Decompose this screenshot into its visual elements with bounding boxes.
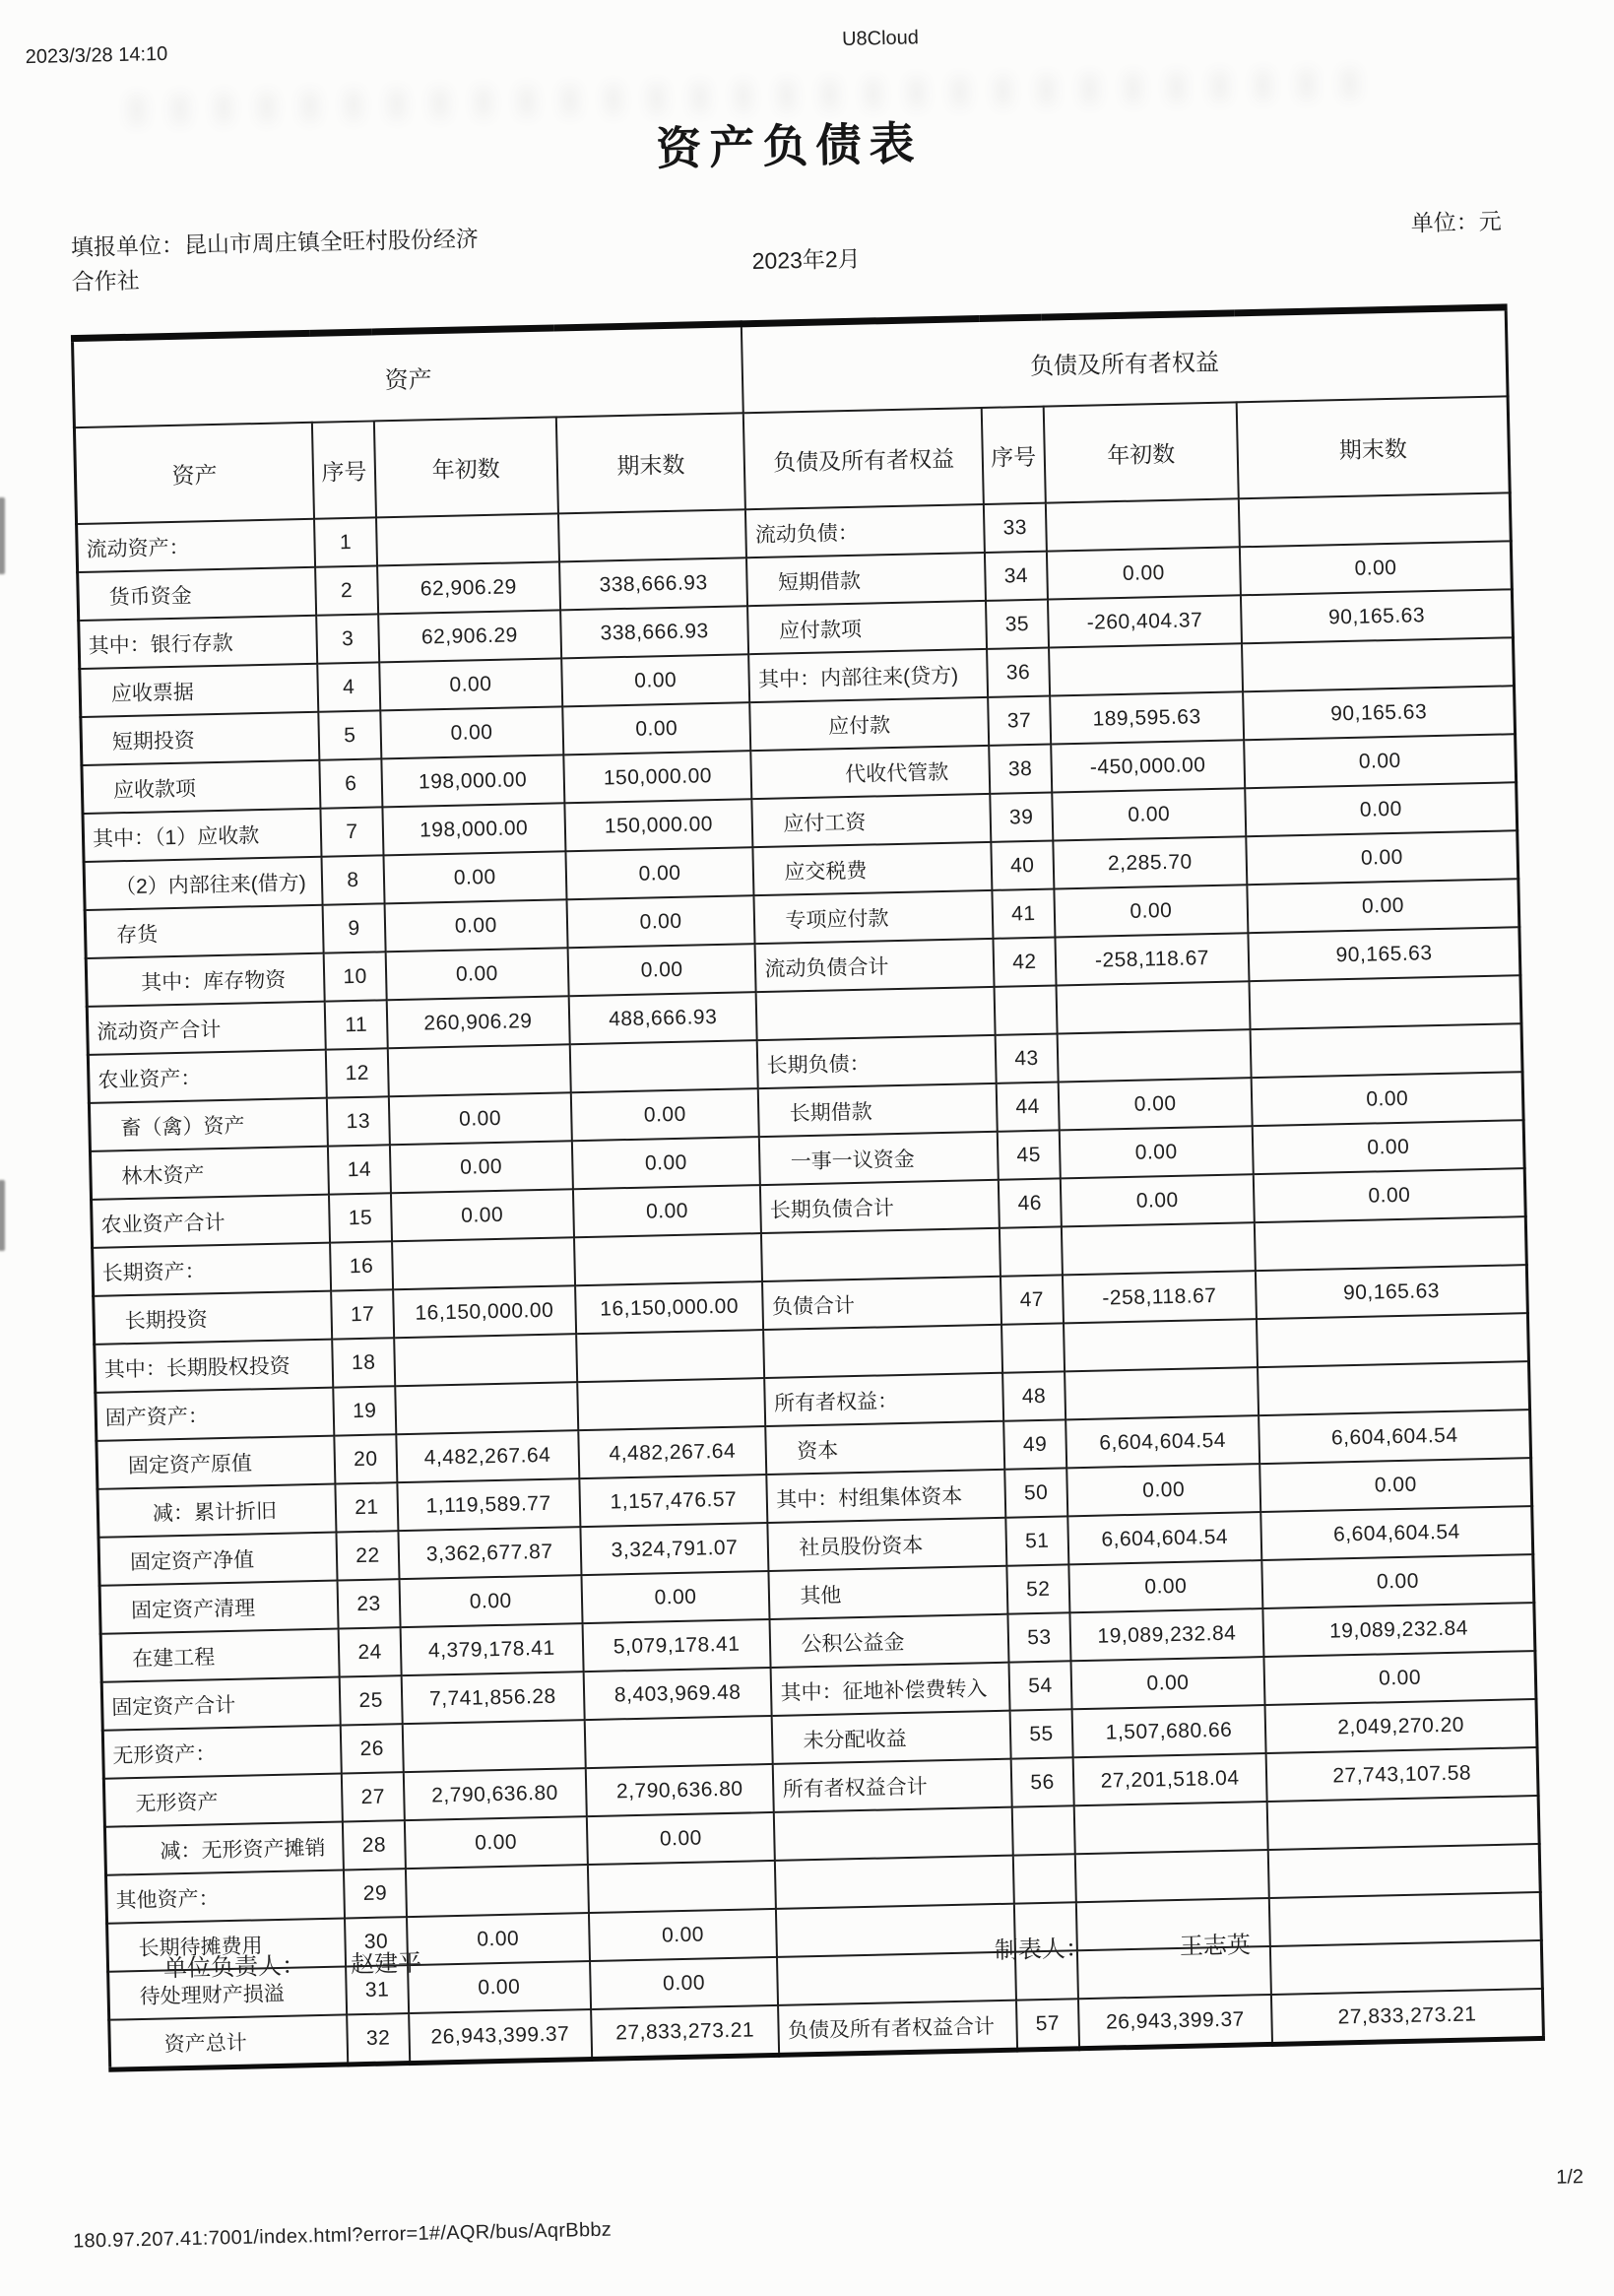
liability-end-value: 0.00 <box>1244 734 1516 788</box>
liability-end-value <box>1268 1844 1540 1898</box>
liability-label: 所有者权益合计 <box>773 1759 1012 1812</box>
liability-line-no <box>1012 1805 1075 1855</box>
asset-line-no: 17 <box>331 1289 394 1339</box>
asset-begin-value: 198,000.00 <box>382 803 565 855</box>
liability-line-no: 42 <box>994 938 1057 987</box>
liability-begin-value: 0.00 <box>1054 885 1249 937</box>
liability-begin-value <box>1056 981 1251 1033</box>
liability-line-no <box>1013 1854 1076 1903</box>
liability-line-no: 40 <box>991 841 1054 890</box>
responsible-name: 赵建平 <box>350 1949 422 1979</box>
asset-end-value: 16,150,000.00 <box>575 1281 764 1334</box>
liability-begin-value <box>1065 1367 1259 1419</box>
liability-line-no: 39 <box>990 793 1053 842</box>
asset-line-no: 11 <box>325 1000 388 1049</box>
liability-line-no: 51 <box>1005 1516 1068 1565</box>
liability-label: 资本 <box>766 1421 1005 1475</box>
asset-end-value: 150,000.00 <box>563 751 752 803</box>
report-unit <box>71 222 485 298</box>
asset-line-no: 14 <box>328 1145 391 1194</box>
col-header-liability: 负债及所有者权益 <box>743 408 984 509</box>
liability-line-no: 35 <box>986 600 1049 649</box>
liability-end-value: 2,049,270.20 <box>1265 1699 1537 1753</box>
asset-label: 固定资产原值 <box>97 1436 336 1489</box>
asset-end-value: 0.00 <box>566 895 755 948</box>
liability-line-no: 33 <box>984 503 1047 553</box>
balance-sheet-table <box>71 303 1545 2071</box>
asset-line-no: 29 <box>344 1869 407 1918</box>
liability-begin-value: -258,118.67 <box>1063 1271 1258 1323</box>
liability-begin-value: 0.00 <box>1047 547 1242 599</box>
liability-label: 专项应付款 <box>754 890 994 944</box>
liability-end-value: 90,165.63 <box>1241 589 1513 643</box>
liability-label: 长期负债合计 <box>760 1180 1000 1233</box>
responsible-person <box>163 1943 422 1984</box>
asset-label: 在建工程 <box>100 1629 340 1682</box>
liability-label: 其中：内部往来(贷方) <box>749 649 989 702</box>
asset-begin-value: 260,906.29 <box>386 996 569 1048</box>
asset-begin-value: 2,790,636.80 <box>404 1768 587 1820</box>
asset-begin-value: 1,119,589.77 <box>397 1478 580 1531</box>
asset-begin-value: 4,482,267.64 <box>396 1430 579 1482</box>
liability-label: 短期借款 <box>746 553 986 606</box>
asset-end-value: 3,324,791.07 <box>580 1523 769 1575</box>
asset-begin-value <box>406 1865 589 1917</box>
asset-begin-value: 7,741,856.28 <box>401 1672 584 1724</box>
report-unit-value: 昆山市周庄镇全旺村股份经济合作社 <box>71 226 480 295</box>
asset-label: 资产总计 <box>109 2014 349 2069</box>
asset-line-no: 1 <box>314 517 377 566</box>
asset-end-value: 0.00 <box>587 1812 776 1865</box>
asset-end-value: 5,079,178.41 <box>582 1619 771 1672</box>
asset-line-no: 32 <box>347 2013 410 2065</box>
liability-end-value <box>1242 637 1514 691</box>
asset-begin-value: 3,362,677.87 <box>398 1527 581 1579</box>
asset-label: 固定资产清理 <box>99 1581 339 1634</box>
liabilities-group-header: 负债及所有者权益 <box>742 307 1508 413</box>
liability-end-value: 0.00 <box>1248 879 1519 933</box>
liability-label: 代收代管款 <box>751 746 991 799</box>
liability-end-value: 0.00 <box>1245 782 1517 836</box>
asset-begin-value <box>376 513 559 565</box>
liability-end-value: 0.00 <box>1262 1554 1534 1608</box>
asset-end-value: 2,790,636.80 <box>585 1764 774 1816</box>
asset-end-value <box>576 1330 765 1382</box>
liability-end-value: 90,165.63 <box>1243 686 1515 740</box>
asset-end-value: 0.00 <box>567 944 756 996</box>
asset-label: （2）内部往来(借方) <box>84 857 323 910</box>
asset-end-value: 0.00 <box>561 654 750 706</box>
asset-end-value: 0.00 <box>590 1957 779 2009</box>
liability-line-no: 49 <box>1003 1419 1066 1469</box>
liability-begin-value: 27,201,518.04 <box>1072 1753 1267 1805</box>
app-name: U8Cloud <box>841 27 920 50</box>
liability-label: 所有者权益： <box>765 1373 1004 1426</box>
asset-label: 其他资产： <box>106 1870 346 1923</box>
asset-begin-value: 4,379,178.41 <box>400 1623 583 1675</box>
liability-label: 长期负债： <box>757 1035 997 1088</box>
liability-label: 一事一议资金 <box>759 1132 999 1185</box>
asset-label: 应收票据 <box>80 664 319 717</box>
liability-line-no: 50 <box>1004 1468 1067 1517</box>
col-header-asset-begin: 年初数 <box>374 417 558 517</box>
asset-line-no: 24 <box>339 1627 402 1676</box>
liability-line-no: 57 <box>1016 1999 1079 2050</box>
asset-line-no: 23 <box>338 1579 401 1628</box>
preparer-person <box>995 1925 1252 1965</box>
asset-label: 长期待摊费用 <box>107 1918 347 1971</box>
asset-line-no: 30 <box>345 1917 408 1966</box>
asset-line-no: 10 <box>324 951 387 1001</box>
asset-begin-value: 0.00 <box>379 658 562 710</box>
unit-label: 单位：元 <box>1410 208 1502 236</box>
liability-begin-value: -260,404.37 <box>1048 595 1243 647</box>
liability-end-value: 6,604,604.54 <box>1260 1506 1532 1560</box>
preparer-name: 王志英 <box>1179 1932 1252 1960</box>
asset-label: 农业资产： <box>88 1050 327 1103</box>
asset-label: 减：无形资产摊销 <box>104 1821 344 1874</box>
assets-group-header: 资产 <box>72 324 743 427</box>
liability-label: 应付工资 <box>752 794 992 847</box>
liability-label: 负债合计 <box>762 1277 1001 1330</box>
asset-line-no: 21 <box>336 1482 399 1532</box>
liability-begin-value: 0.00 <box>1061 1174 1256 1226</box>
liability-begin-value <box>1064 1319 1259 1371</box>
liability-label <box>774 1807 1013 1861</box>
liability-end-value: 0.00 <box>1247 830 1518 885</box>
liability-begin-value: 6,604,604.54 <box>1065 1415 1260 1468</box>
asset-line-no: 8 <box>322 855 385 904</box>
liability-line-no: 55 <box>1010 1709 1073 1758</box>
balance-table-body <box>77 492 1544 2069</box>
asset-begin-value: 198,000.00 <box>381 754 564 807</box>
asset-begin-value: 0.00 <box>384 899 567 951</box>
liability-begin-value: 6,604,604.54 <box>1067 1512 1262 1564</box>
asset-line-no: 22 <box>337 1531 400 1580</box>
liability-end-value: 27,833,273.21 <box>1271 1989 1543 2044</box>
liability-label: 未分配收益 <box>772 1711 1011 1764</box>
asset-line-no: 25 <box>340 1675 403 1725</box>
liability-end-value <box>1251 1023 1522 1078</box>
asset-line-no: 5 <box>318 710 381 759</box>
asset-line-no: 15 <box>329 1193 392 1242</box>
asset-line-no: 3 <box>316 614 379 663</box>
asset-line-no: 31 <box>346 1965 409 2014</box>
liability-begin-value: 19,089,232.84 <box>1069 1608 1264 1661</box>
asset-line-no: 19 <box>333 1386 396 1435</box>
asset-label: 应收款项 <box>82 760 321 814</box>
liability-line-no: 45 <box>998 1130 1061 1179</box>
asset-begin-value <box>403 1720 586 1772</box>
asset-line-no: 20 <box>335 1434 398 1483</box>
asset-line-no: 26 <box>341 1724 404 1773</box>
asset-begin-value <box>395 1382 578 1434</box>
liability-end-value: 0.00 <box>1254 1168 1525 1222</box>
asset-begin-value: 26,943,399.37 <box>409 2009 592 2064</box>
liability-end-value: 6,604,604.54 <box>1259 1410 1530 1464</box>
asset-begin-value: 0.00 <box>399 1575 582 1627</box>
liability-label <box>761 1228 1001 1281</box>
asset-line-no: 16 <box>330 1241 393 1290</box>
liability-line-no: 36 <box>987 648 1050 697</box>
col-header-asset-end: 期末数 <box>556 413 746 513</box>
asset-line-no: 27 <box>342 1772 405 1821</box>
asset-line-no: 12 <box>326 1048 389 1097</box>
asset-line-no: 2 <box>315 565 378 615</box>
report-meta <box>71 199 1503 298</box>
col-header-liability-no: 序号 <box>982 407 1046 504</box>
asset-end-value <box>574 1233 763 1285</box>
liability-begin-value: 0.00 <box>1059 1126 1254 1178</box>
asset-label: 林木资产 <box>90 1147 329 1200</box>
report-period: 2023年2月 <box>751 245 861 275</box>
asset-label: 货币资金 <box>78 567 317 621</box>
responsible-label: 单位负责人： <box>162 1952 306 1983</box>
liability-line-no: 38 <box>989 745 1052 794</box>
liability-begin-value: 26,943,399.37 <box>1078 1995 1273 2049</box>
asset-label: 流动资产： <box>77 519 316 572</box>
page-indicator: 1/2 <box>1555 2166 1584 2189</box>
asset-label: 待处理财产损溢 <box>108 1966 348 2019</box>
liability-line-no: 44 <box>997 1082 1060 1131</box>
print-timestamp: 2023/3/28 14:10 <box>25 42 168 69</box>
liability-line-no: 53 <box>1008 1612 1071 1662</box>
asset-begin-value: 0.00 <box>391 1189 574 1241</box>
liability-begin-value: 0.00 <box>1070 1657 1265 1709</box>
liability-end-value: 0.00 <box>1253 1120 1524 1174</box>
liability-label: 流动负债： <box>745 504 985 558</box>
liability-line-no: 34 <box>985 552 1048 601</box>
asset-end-value: 0.00 <box>573 1185 762 1237</box>
liability-end-value <box>1239 492 1511 547</box>
print-url: 180.97.207.41:7001/index.html?error=1#/AQR/bus/AqrBbbz <box>72 2218 613 2253</box>
asset-begin-value: 0.00 <box>405 1816 588 1869</box>
asset-label: 其中：银行存款 <box>79 616 318 669</box>
liability-end-value: 90,165.63 <box>1249 927 1520 981</box>
liability-label: 流动负债合计 <box>755 939 995 992</box>
liability-begin-value <box>1046 498 1241 551</box>
asset-begin-value <box>392 1237 575 1289</box>
asset-begin-value: 16,150,000.00 <box>393 1285 576 1338</box>
asset-end-value: 4,482,267.64 <box>578 1426 767 1478</box>
liability-end-value: 0.00 <box>1240 541 1512 595</box>
asset-end-value: 1,157,476.57 <box>579 1475 768 1527</box>
asset-label: 其中：长期股权投资 <box>95 1340 334 1393</box>
liability-end-value: 0.00 <box>1264 1651 1536 1705</box>
liability-end-value <box>1267 1796 1539 1850</box>
liability-end-value <box>1250 975 1521 1029</box>
asset-end-value: 8,403,969.48 <box>583 1668 772 1720</box>
liability-end-value: 0.00 <box>1259 1458 1531 1512</box>
asset-label: 减：累计折旧 <box>97 1484 337 1538</box>
asset-line-no: 7 <box>321 807 384 856</box>
asset-end-value: 27,833,273.21 <box>591 2005 780 2060</box>
asset-begin-value: 0.00 <box>408 1961 591 2013</box>
preparer-label: 制表人： <box>994 1935 1090 1965</box>
liability-begin-value: 0.00 <box>1066 1464 1261 1516</box>
liability-end-value <box>1257 1313 1528 1367</box>
asset-label: 农业资产合计 <box>92 1195 331 1248</box>
asset-end-value: 0.00 <box>589 1909 778 1961</box>
col-header-asset-no: 序号 <box>312 421 376 518</box>
asset-begin-value: 62,906.29 <box>377 561 560 614</box>
asset-label: 长期资产： <box>93 1243 332 1296</box>
liability-line-no: 54 <box>1009 1661 1072 1710</box>
liability-line-no: 41 <box>993 889 1056 939</box>
asset-label: 固定资产净值 <box>98 1533 338 1586</box>
asset-label: 固定资产合计 <box>101 1677 341 1731</box>
liability-line-no: 52 <box>1006 1564 1069 1613</box>
liability-label: 其他 <box>769 1566 1008 1619</box>
asset-end-value <box>558 509 747 561</box>
asset-label: 短期投资 <box>81 712 320 765</box>
liability-begin-value: 0.00 <box>1068 1560 1263 1612</box>
liability-line-no: 56 <box>1011 1757 1074 1806</box>
liability-begin-value: -450,000.00 <box>1051 740 1246 792</box>
liability-line-no: 37 <box>988 696 1051 746</box>
asset-end-value: 488,666.93 <box>568 992 757 1044</box>
asset-end-value: 338,666.93 <box>560 606 749 658</box>
liability-line-no: 47 <box>1001 1275 1064 1324</box>
asset-end-value: 0.00 <box>572 1137 761 1189</box>
liability-begin-value <box>1049 643 1244 695</box>
asset-end-value <box>588 1861 777 1913</box>
liability-begin-value: 1,507,680.66 <box>1071 1705 1266 1757</box>
asset-label: 流动资产合计 <box>87 1002 326 1055</box>
col-header-liability-begin: 年初数 <box>1043 402 1239 502</box>
liability-begin-value <box>1062 1222 1257 1275</box>
asset-label: 其中：（1）应收款 <box>83 809 322 862</box>
liability-end-value <box>1258 1361 1529 1415</box>
liability-end-value <box>1255 1216 1526 1271</box>
liability-begin-value: 2,285.70 <box>1053 836 1248 888</box>
liability-label: 应付款项 <box>747 601 987 654</box>
liability-line-no: 46 <box>999 1178 1062 1227</box>
liability-label <box>775 1856 1014 1909</box>
report-title: 资产负债表 <box>655 117 923 175</box>
asset-begin-value <box>388 1044 571 1096</box>
print-header <box>25 13 1548 69</box>
liability-begin-value <box>1073 1802 1268 1854</box>
col-header-liability-end: 期末数 <box>1237 396 1510 498</box>
asset-end-value: 338,666.93 <box>559 558 748 610</box>
asset-end-value: 0.00 <box>581 1571 770 1623</box>
asset-label: 无形资产： <box>102 1726 342 1779</box>
asset-end-value: 150,000.00 <box>564 799 753 851</box>
asset-begin-value: 0.00 <box>383 851 566 903</box>
liability-label: 负债及所有者权益合计 <box>778 2001 1017 2056</box>
liability-begin-value <box>1057 1029 1252 1082</box>
asset-begin-value: 0.00 <box>380 706 563 758</box>
liability-label: 应付款 <box>750 697 990 751</box>
liability-begin-value: 0.00 <box>1058 1078 1253 1130</box>
liability-label: 其中：征地补偿费转入 <box>771 1663 1010 1716</box>
asset-begin-value: 62,906.29 <box>378 610 561 662</box>
liability-end-value: 0.00 <box>1252 1072 1523 1126</box>
liability-begin-value: 0.00 <box>1052 788 1247 840</box>
asset-label: 固产资产： <box>96 1388 335 1441</box>
liability-end-value: 19,089,232.84 <box>1263 1603 1535 1657</box>
asset-begin-value <box>394 1334 577 1386</box>
liability-end-value: 27,743,107.58 <box>1266 1747 1538 1802</box>
liability-label: 社员股份资本 <box>768 1518 1007 1571</box>
asset-end-value: 0.00 <box>565 847 754 899</box>
asset-end-value: 0.00 <box>570 1088 759 1141</box>
liability-label: 应交税费 <box>753 842 993 895</box>
asset-begin-value: 0.00 <box>390 1141 573 1193</box>
liability-line-no <box>995 985 1058 1034</box>
asset-line-no: 6 <box>320 758 383 808</box>
asset-end-value <box>577 1378 766 1430</box>
asset-line-no: 18 <box>332 1338 395 1387</box>
asset-line-no: 9 <box>323 903 386 952</box>
liability-label <box>764 1325 1003 1378</box>
asset-begin-value: 0.00 <box>407 1913 590 1965</box>
liability-line-no: 48 <box>1002 1371 1065 1420</box>
asset-line-no: 4 <box>317 662 380 711</box>
liability-begin-value: -258,118.67 <box>1055 933 1250 985</box>
asset-label: 其中：库存物资 <box>86 953 325 1007</box>
liability-label: 其中：村组集体资本 <box>767 1470 1006 1523</box>
asset-line-no: 28 <box>343 1820 406 1870</box>
liability-label: 长期借款 <box>758 1083 998 1137</box>
asset-label: 无形资产 <box>103 1774 343 1827</box>
asset-end-value <box>584 1716 773 1768</box>
report-unit-label: 填报单位： <box>70 231 185 261</box>
liability-begin-value: 189,595.63 <box>1050 691 1245 744</box>
asset-label: 长期投资 <box>94 1291 333 1345</box>
liability-begin-value <box>1074 1850 1269 1902</box>
asset-begin-value: 0.00 <box>389 1092 572 1145</box>
liability-line-no <box>1001 1323 1065 1372</box>
asset-label: 存货 <box>85 905 324 958</box>
col-header-asset: 资产 <box>74 423 314 524</box>
asset-begin-value: 0.00 <box>385 948 568 1000</box>
liability-end-value: 90,165.63 <box>1256 1265 1527 1319</box>
asset-label: 畜（禽）资产 <box>89 1098 328 1151</box>
liability-label: 公积公益金 <box>770 1614 1009 1668</box>
asset-end-value <box>569 1040 758 1092</box>
asset-end-value: 0.00 <box>562 702 751 754</box>
asset-line-no: 13 <box>327 1096 390 1146</box>
liability-line-no: 43 <box>996 1033 1059 1082</box>
liability-label <box>756 987 996 1040</box>
liability-line-no <box>1000 1226 1063 1276</box>
